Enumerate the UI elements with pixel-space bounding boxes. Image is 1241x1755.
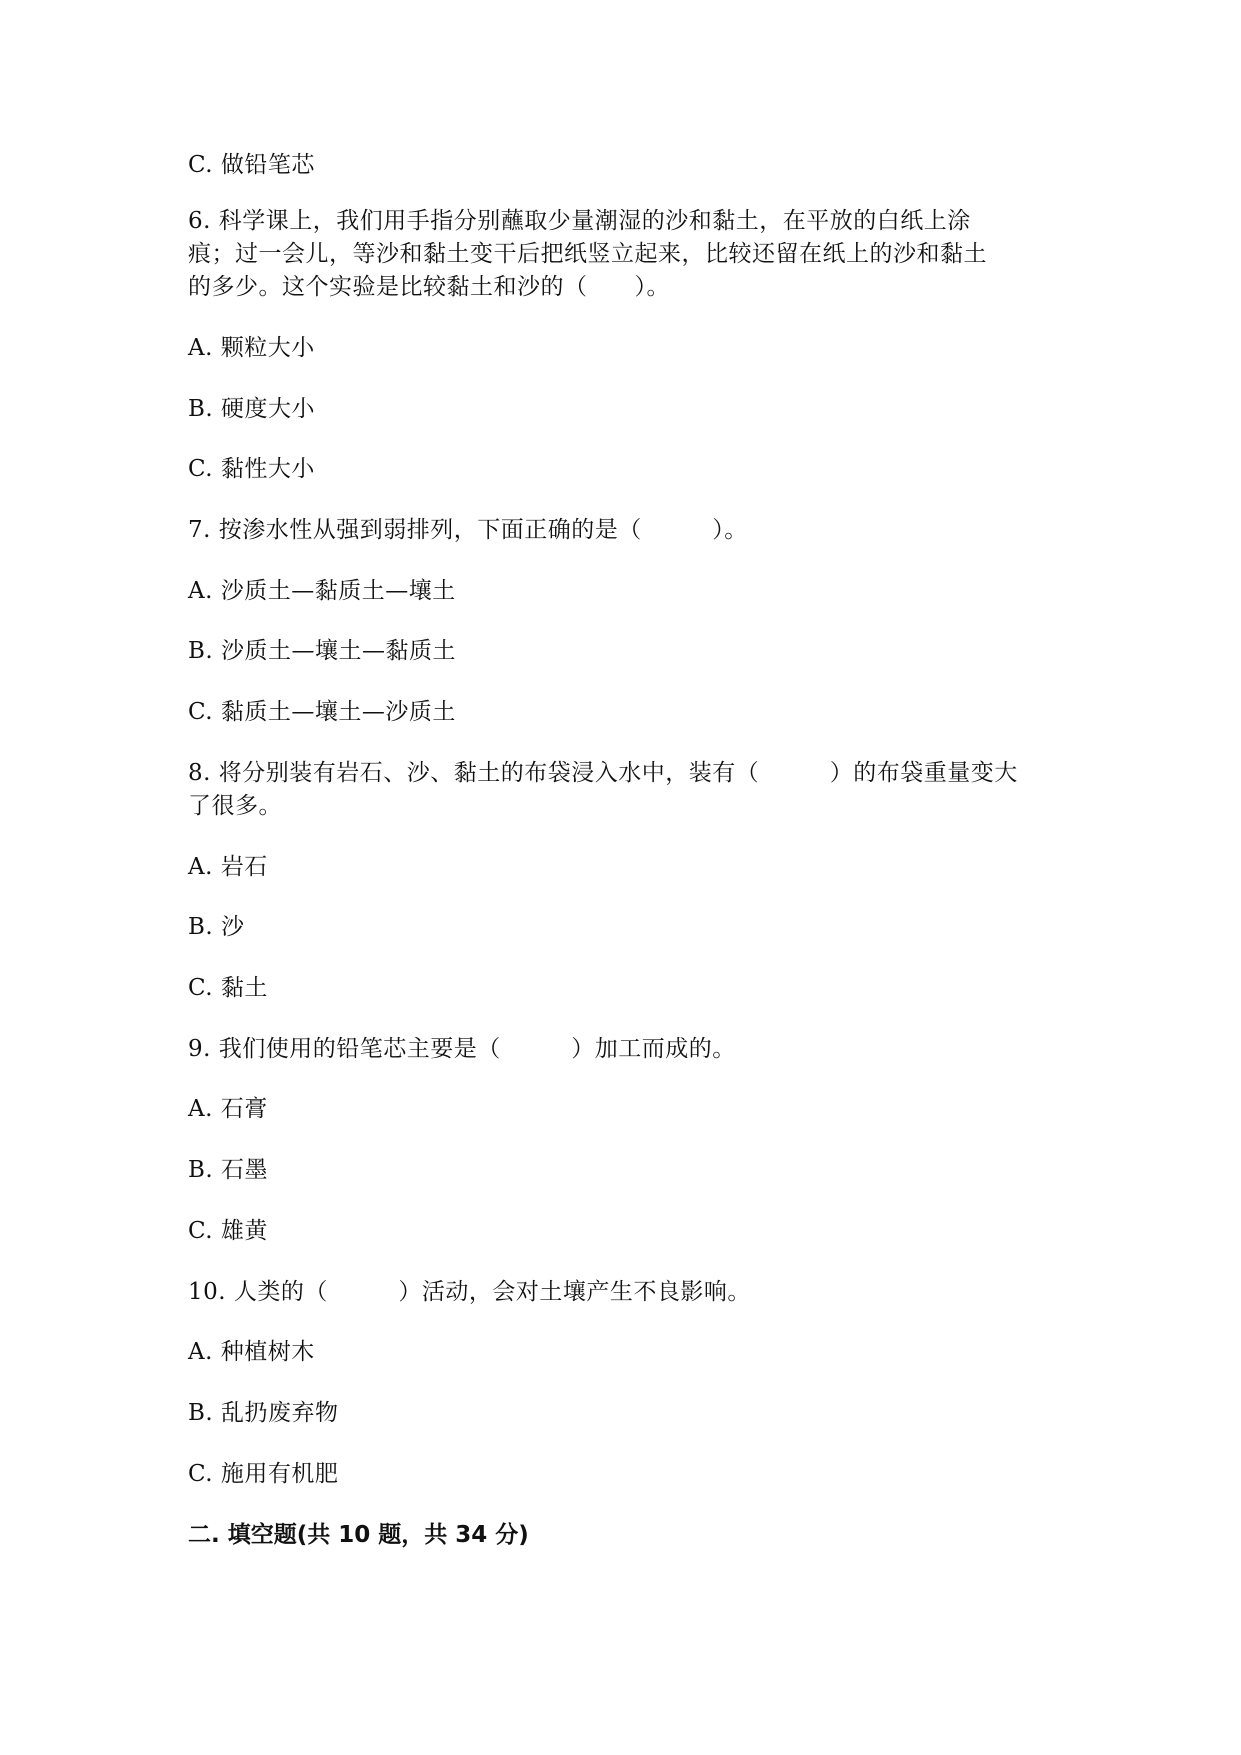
question-10: 10. 人类的（ ）活动，会对土壤产生不良影响。 [188, 1279, 751, 1305]
question-6-line-3: 的多少。这个实验是比较黏土和沙的（ ）。 [188, 274, 670, 300]
option-b-q7: B. 沙质土—壤土—黏质土 [188, 638, 457, 664]
option-c-q5: C. 做铅笔芯 [188, 152, 315, 178]
option-c-q8: C. 黏土 [188, 975, 268, 1001]
section-title-fill-in: 二. 填空题(共 10 题，共 34 分) [188, 1522, 529, 1548]
question-8-line-1: 8. 将分别装有岩石、沙、黏土的布袋浸入水中，装有（ ）的布袋重量变大 [188, 760, 1018, 786]
question-6-line-1: 6. 科学课上，我们用手指分别蘸取少量潮湿的沙和黏土，在平放的白纸上涂 [188, 208, 971, 234]
option-a-q7: A. 沙质土—黏质土—壤土 [188, 578, 456, 604]
option-a-q9: A. 石膏 [188, 1096, 268, 1122]
question-6-line-2: 痕；过一会儿，等沙和黏土变干后把纸竖立起来，比较还留在纸上的沙和黏土 [188, 241, 987, 267]
option-b-q8: B. 沙 [188, 914, 245, 940]
option-b-q9: B. 石墨 [188, 1157, 269, 1183]
option-a-q8: A. 岩石 [188, 854, 268, 880]
option-c-q6: C. 黏性大小 [188, 456, 315, 482]
option-a-q6: A. 颗粒大小 [188, 335, 315, 361]
question-7: 7. 按渗水性从强到弱排列，下面正确的是（ ）。 [188, 517, 748, 543]
option-c-q7: C. 黏质土—壤土—沙质土 [188, 699, 456, 725]
question-8-line-2: 了很多。 [188, 793, 282, 819]
option-b-q10: B. 乱扔废弃物 [188, 1400, 339, 1426]
option-b-q6: B. 硬度大小 [188, 396, 316, 422]
option-c-q10: C. 施用有机肥 [188, 1461, 339, 1487]
option-c-q9: C. 雄黄 [188, 1218, 268, 1244]
option-a-q10: A. 种植树木 [188, 1339, 315, 1365]
question-9: 9. 我们使用的铅笔芯主要是（ ）加工而成的。 [188, 1036, 736, 1062]
